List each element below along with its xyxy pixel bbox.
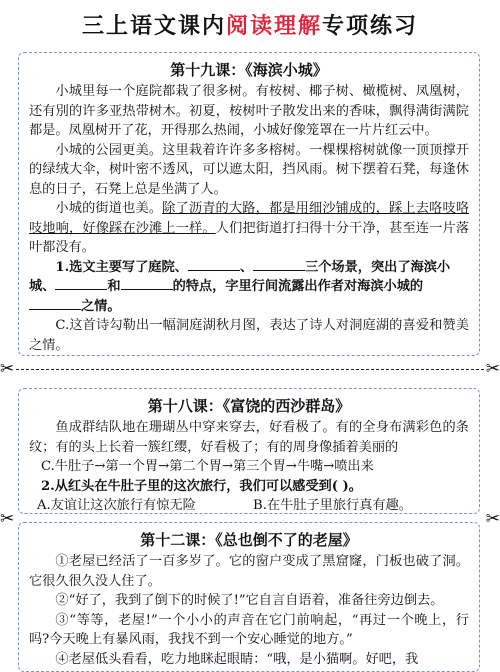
lesson-19-paragraph-3 [19, 199, 479, 258]
lesson-19-title: 第十九课：《海滨小城》 [170, 61, 328, 79]
cut-line [0, 359, 500, 379]
answer-blank[interactable] [121, 277, 173, 290]
question-1 [19, 258, 479, 317]
lesson-18-passage [19, 418, 479, 457]
lesson-19-paragraph-2: 小城的公园更美。这里栽着许许多多榕树。一棵棵榕树就像一顶顶撑开的绿绒大伞，树叶密不透风，可以遮太阳，挡风雨。树下摆着石凳，每逢休息的日子，石凳上总是坐满了人。 [29, 142, 469, 197]
lesson-12-paragraph-3: ③“等等，老屋!”一个小小的声音在它门前响起，“再过一个晚上，行吗?今天晚上有暴风雨，我找不到一个安心睡觉的地方。” [29, 612, 469, 647]
scissors-icon: ✂ [0, 509, 15, 529]
lesson-12-paragraph-2: ②“好了，我到了倒下的时候了!”它自言自语着，准备往旁边倒去。 [55, 593, 444, 608]
q1-part-b: 、 [239, 259, 254, 275]
q1-part-f: 之情。 [81, 298, 121, 314]
option-c-sequence: C.牛肚子→第一个胃→第二个胃→第三个胃→牛嘴→喷出来 [41, 459, 374, 474]
dashed-divider [16, 369, 484, 370]
p3-lead: 小城的街道也美。 [55, 201, 163, 216]
answer-blank[interactable] [188, 258, 240, 271]
lesson-18-paragraph: 鱼成群结队地在珊瑚丛中穿来穿去，好看极了。有的全身布满彩色的条纹；有的头上长着一簇红缨，好看极了；有的周身像插着美丽的 [29, 420, 469, 455]
q1-part-c: 三个场景，突出了海滨小城、 [29, 259, 451, 294]
title-highlight: 阅读理解 [225, 13, 322, 39]
option-a[interactable]: A.友谊让这次旅行有惊无险 [37, 498, 196, 513]
lesson-12-paragraph-4: ④老屋低头看看，吃力地眯起眼睛：“哦，是小猫啊。好吧，我 [55, 651, 419, 667]
answer-blank[interactable] [253, 258, 305, 271]
q1-part-d: 和 [107, 279, 121, 294]
lesson-12-card [18, 522, 480, 672]
answer-blank[interactable] [29, 297, 81, 310]
option-b[interactable]: B.在牛肚子里旅行真有趣。 [253, 498, 412, 513]
question-2: 2.从红头在牛肚子里的这次旅行，我们可以感受到( )。 [41, 478, 362, 494]
q1-part-a: 1.选文主要写了庭院、 [55, 259, 188, 275]
answer-blank[interactable] [55, 277, 107, 290]
lesson-19-paragraph-1: 小城里每一个庭院都栽了很多树。有桉树、椰子树、橄榄树、凤凰树，还有別的许多亚热带树木。初夏，桉树叶子散发出来的香味，飘得满街满院都是。凤凰树开了花，开得那么热闹，小城好像笼罩在一片片红云中。 [29, 84, 469, 138]
scissors-icon: ✂ [485, 359, 500, 379]
lesson-12-paragraph-1: ①老屋已经活了一百多岁了。它的窗户变成了黑窟窿，门板也破了洞。它很久很久没人住了。 [29, 554, 469, 589]
scissors-icon: ✂ [485, 509, 500, 529]
p3-underlined: 除了沥青的大路，都是用细沙铺成的，踩上去咯吱咯吱地响，好像踩在沙滩上一样。 [29, 201, 470, 236]
lesson-18-card [18, 388, 480, 514]
title-part-3: 专项练习 [322, 13, 419, 39]
lesson-18-title: 第十八课：《富饶的西沙群岛》 [147, 397, 351, 415]
lesson-19-card [18, 52, 480, 356]
page-title [0, 2, 500, 50]
option-c-text: C.这首诗勾勒出一幅洞庭湖秋月图，表达了诗人对洞庭湖的喜爱和赞美之情。 [29, 318, 469, 353]
lesson-12-title: 第十二课：《总也倒不了的老屋》 [140, 531, 358, 549]
p3-tail: 人们把街道打扫得十分干净，甚至连一片落叶都没有。 [29, 220, 470, 255]
scissors-icon: ✂ [0, 359, 15, 379]
q1-part-e: 的特点，字里行间流露出作者对海滨小城的 [172, 279, 424, 294]
title-part-1: 三上语文课内 [81, 13, 226, 39]
